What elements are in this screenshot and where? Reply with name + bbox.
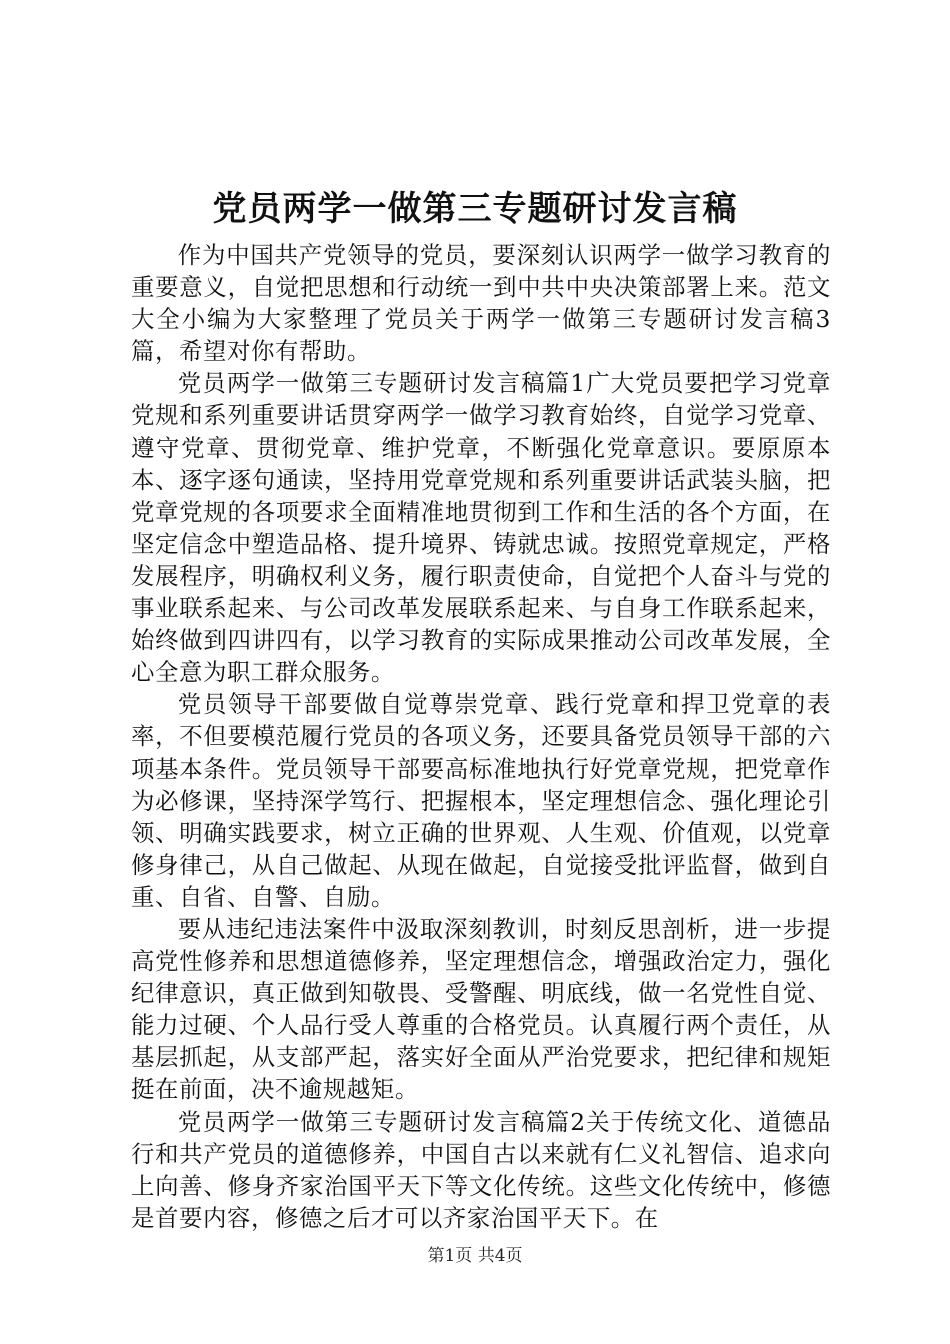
paragraph-intro: 作为中国共产党领导的党员，要深刻认识两学一做学习教育的重要意义，自觉把思想和行动统一到中共中央决策部署上来。范文大全小编为大家整理了党员关于两学一做第三专题研讨发言稿3篇，希望对你有帮助。 (131, 241, 831, 366)
paragraph-lessons: 要从违纪违法案件中汲取深刻教训，时刻反思剖析，进一步提高党性修养和思想道德修养，坚定理想信念，增强政治定力，强化纪律意识，真正做到知敬畏、受警醒、明底线，做一名党性自觉、能力过硬、个人品行受人尊重的合格党员。认真履行两个责任，从基层抓起，从支部严起，落实好全面从严治党要求，把纪律和规矩挺在前面，决不逾规越矩。 (131, 914, 831, 1104)
paragraph-article-1: 党员两学一做第三专题研讨发言稿篇1广大党员要把学习党章党规和系列重要讲话贯穿两学一做学习教育始终，自觉学习党章、遵守党章、贯彻党章、维护党章，不断强化党章意识。要原原本本、逐字逐句通读，坚持用党章党规和系列重要讲话武装头脑，把党章党规的各项要求全面精准地贯彻到工作和生活的各个方面，在坚定信念中塑造品格、提升境界、铸就忠诚。按照党章规定，严格发展程序，明确权利义务，履行职责使命，自觉把个人奋斗与党的事业联系起来、与公司改革发展联系起来、与自身工作联系起来，始终做到四讲四有，以学习教育的实际成果推动公司改革发展，全心全意为职工群众服务。 (131, 369, 831, 687)
page-number-footer: 第1页 共4页 (427, 1246, 523, 1266)
document-title: 党员两学一做第三专题研讨发言稿 (212, 189, 738, 229)
paragraph-article-2: 党员两学一做第三专题研讨发言稿篇2关于传统文化、道德品行和共产党员的道德修养，中国自古以来就有仁义礼智信、追求向上向善、修身齐家治国平天下等文化传统。这些文化传统中，修德是首要内容，修德之后才可以齐家治国平天下。在 (131, 1107, 831, 1232)
document-body (131, 239, 831, 1234)
paragraph-leaders: 党员领导干部要做自觉尊崇党章、践行党章和捍卫党章的表率，不但要模范履行党员的各项义务，还要具备党员领导干部的六项基本条件。党员领导干部要高标准地执行好党章党规，把党章作为必修课，坚持深学笃行、把握根本，坚定理想信念、强化理论引领、明确实践要求，树立正确的世界观、人生观、价值观，以党章修身律己，从自己做起、从现在做起，自觉接受批评监督，做到自重、自省、自警、自励。 (131, 690, 831, 911)
